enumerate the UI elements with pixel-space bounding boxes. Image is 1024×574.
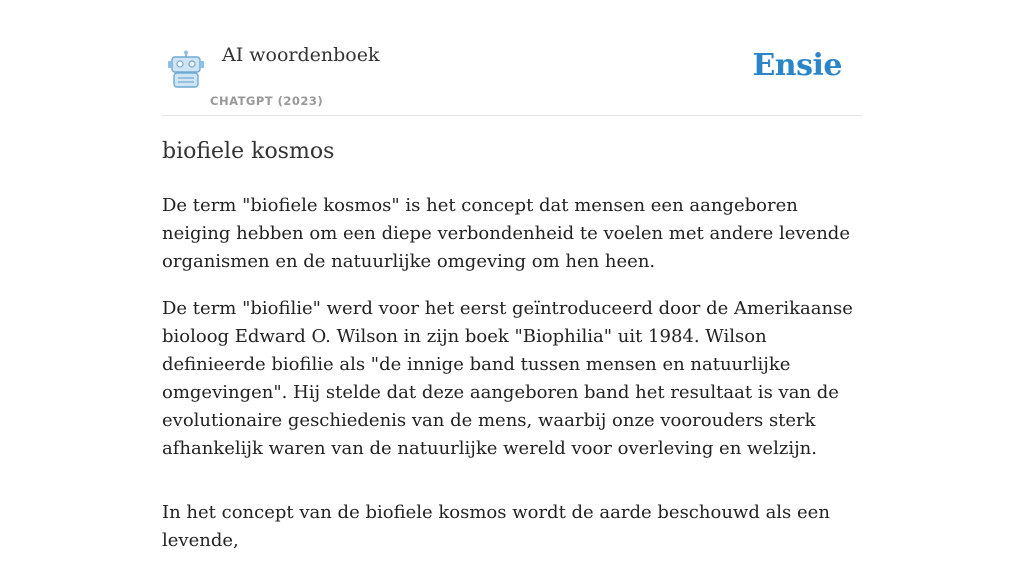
source-header: [162, 0, 862, 116]
entry-paragraph: De term "biofiele kosmos" is het concept dat mensen een aangeboren neiging hebben om een diepe verbondenheid te voelen met andere levende organismen en de natuurlijke omgeving om hen heen.: [162, 195, 850, 272]
entry-title: biofiele kosmos: [162, 139, 335, 164]
brand-logo[interactable]: Ensie: [752, 48, 842, 83]
source-subtitle: CHATGPT (2023): [210, 94, 324, 108]
entry-paragraph: In het concept van de biofiele kosmos wordt de aarde beschouwd als een levende,: [162, 502, 830, 551]
entry-paragraph: De term "biofilie" werd voor het eerst geïntroduceerd door de Amerikaanse bioloog Edward O. Wilson in zijn boek "Biophilia" uit 1984. Wilson definieerde biofilie als "de innige band tussen mensen en natuurlijke omgevingen". Hij stelde dat deze aangeboren band het resultaat is van de evolutionaire geschiedenis van de mens, waarbij onze voorouders sterk afhankelijk waren van de natuurlijke wereld voor overleving en welzijn.: [162, 298, 853, 459]
content-container: [162, 0, 862, 551]
robot-icon: [166, 50, 206, 90]
source-title[interactable]: AI woordenboek: [222, 44, 380, 66]
entry-body: [162, 192, 862, 574]
